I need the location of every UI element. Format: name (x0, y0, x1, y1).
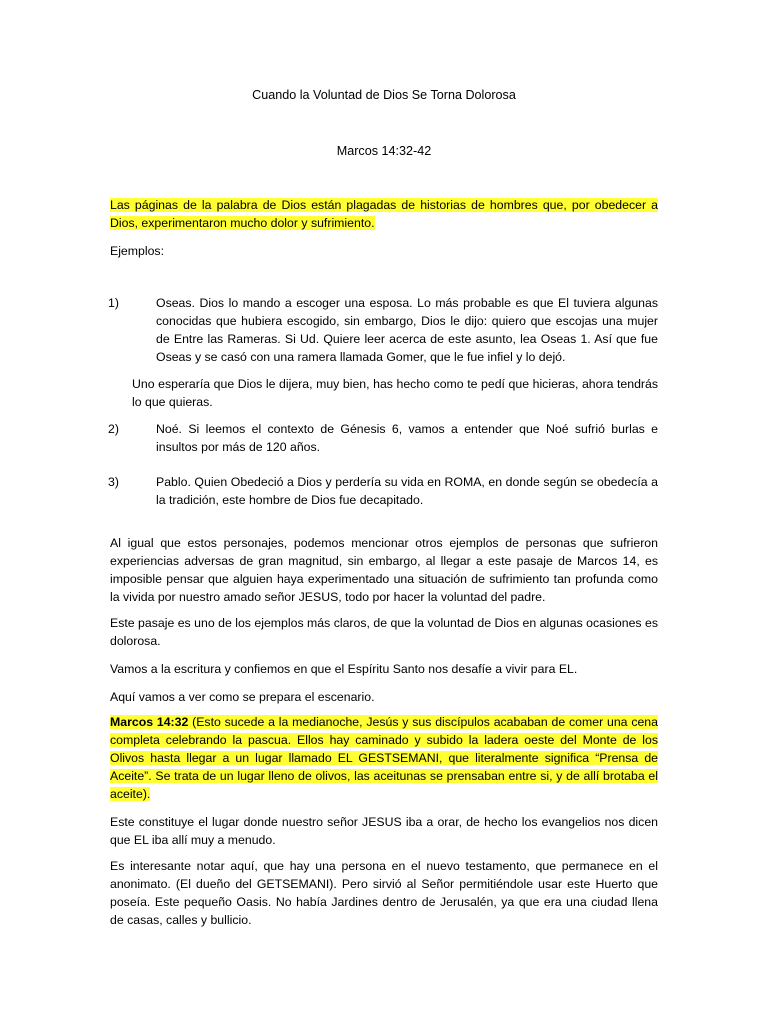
paragraph-getsemani: Es interesante notar aquí, que hay una persona en el nuevo testamento, que permanece en el anonimato. (El dueño del GETSEMANI). Pero sirvió al Señor permitiéndole usar este Huerto que poseía. Este pequeño Oasis. No había Jardines dentro de Jerusalén, ya que era una ciudad llena de casas, calles y bullicio. (110, 859, 658, 927)
paragraph-escritura: Vamos a la escritura y confiemos en que el Espíritu Santo nos desafíe a vivir para EL. (110, 662, 578, 676)
paragraph-personajes: Al igual que estos personajes, podemos mencionar otros ejemplos de personas que sufrieron experiencias adversas de gran magnitud, sin embargo, al llegar a este pasaje de Marcos 14, es imposible pensar que alguien haya experimentado una situación de sufrimiento tan profunda como la vivida por nuestro amado señor JESUS, todo por hacer la voluntad del padre. (110, 536, 658, 604)
intro-paragraph (110, 196, 658, 232)
list-item-oseas (108, 294, 658, 366)
oseas-comment: Uno esperaría que Dios le dijera, muy bien, has hecho como te pedí que hicieras, ahora tendrás lo que quieras. (132, 377, 658, 409)
paragraph-lugar: Este constituye el lugar donde nuestro señor JESUS iba a orar, de hecho los evangelios nos dicen que EL iba allí muy a menudo. (110, 815, 658, 847)
list-item-noe (108, 420, 658, 456)
list-text: Noé. Si leemos el contexto de Génesis 6, vamos a entender que Noé sufrió burlas e insultos por más de 120 años. (156, 422, 658, 454)
document-title: Cuando la Voluntad de Dios Se Torna Dolorosa (252, 88, 516, 102)
list-number: 3) (108, 475, 119, 489)
paragraph-escenario: Aquí vamos a ver como se prepara el escenario. (110, 690, 375, 704)
paragraph-pasaje: Este pasaje es uno de los ejemplos más claros, de que la voluntad de Dios en algunas ocasiones es dolorosa. (110, 616, 658, 648)
list-number: 2) (108, 422, 119, 436)
scripture-reference: Marcos 14:32-42 (336, 144, 432, 158)
verse-paragraph (110, 713, 658, 803)
intro-highlight: Las páginas de la palabra de Dios están plagadas de historias de hombres que, por obedecer a Dios, experimentaron mucho dolor y sufrimiento. (110, 198, 658, 230)
examples-label: Ejemplos: (110, 244, 164, 258)
list-item-pablo (108, 473, 658, 509)
verse-body: (Esto sucede a la medianoche, Jesús y sus discípulos acababan de comer una cena completa celebrando la pascua. Ellos hay caminado y subido la ladera oeste del Monte de los Olivos hasta llegar a un lugar llamado EL GESTSEMANI, que literalmente significa “Prensa de Aceite”. Se trata de un lugar lleno de olivos, las aceitunas se prensaban entre si, y de allí brotaba el aceite). (110, 715, 658, 801)
verse-reference: Marcos 14:32 (110, 715, 189, 729)
list-text: Oseas. Dios lo mando a escoger una esposa. Lo más probable es que El tuviera algunas conocidas que hubiera escogido, sin embargo, Dios le dijo: quiero que escojas una mujer de Entre las Rameras. Si Ud. Quiere leer acerca de este asunto, lea Oseas 1. Así que fue Oseas y se casó con una ramera llamada Gomer, que le fue infiel y lo dejó. (156, 296, 658, 364)
list-number: 1) (108, 296, 119, 310)
list-text: Pablo. Quien Obedeció a Dios y perdería su vida en ROMA, en donde según se obedecía a la tradición, este hombre de Dios fue decapitado. (156, 475, 658, 507)
